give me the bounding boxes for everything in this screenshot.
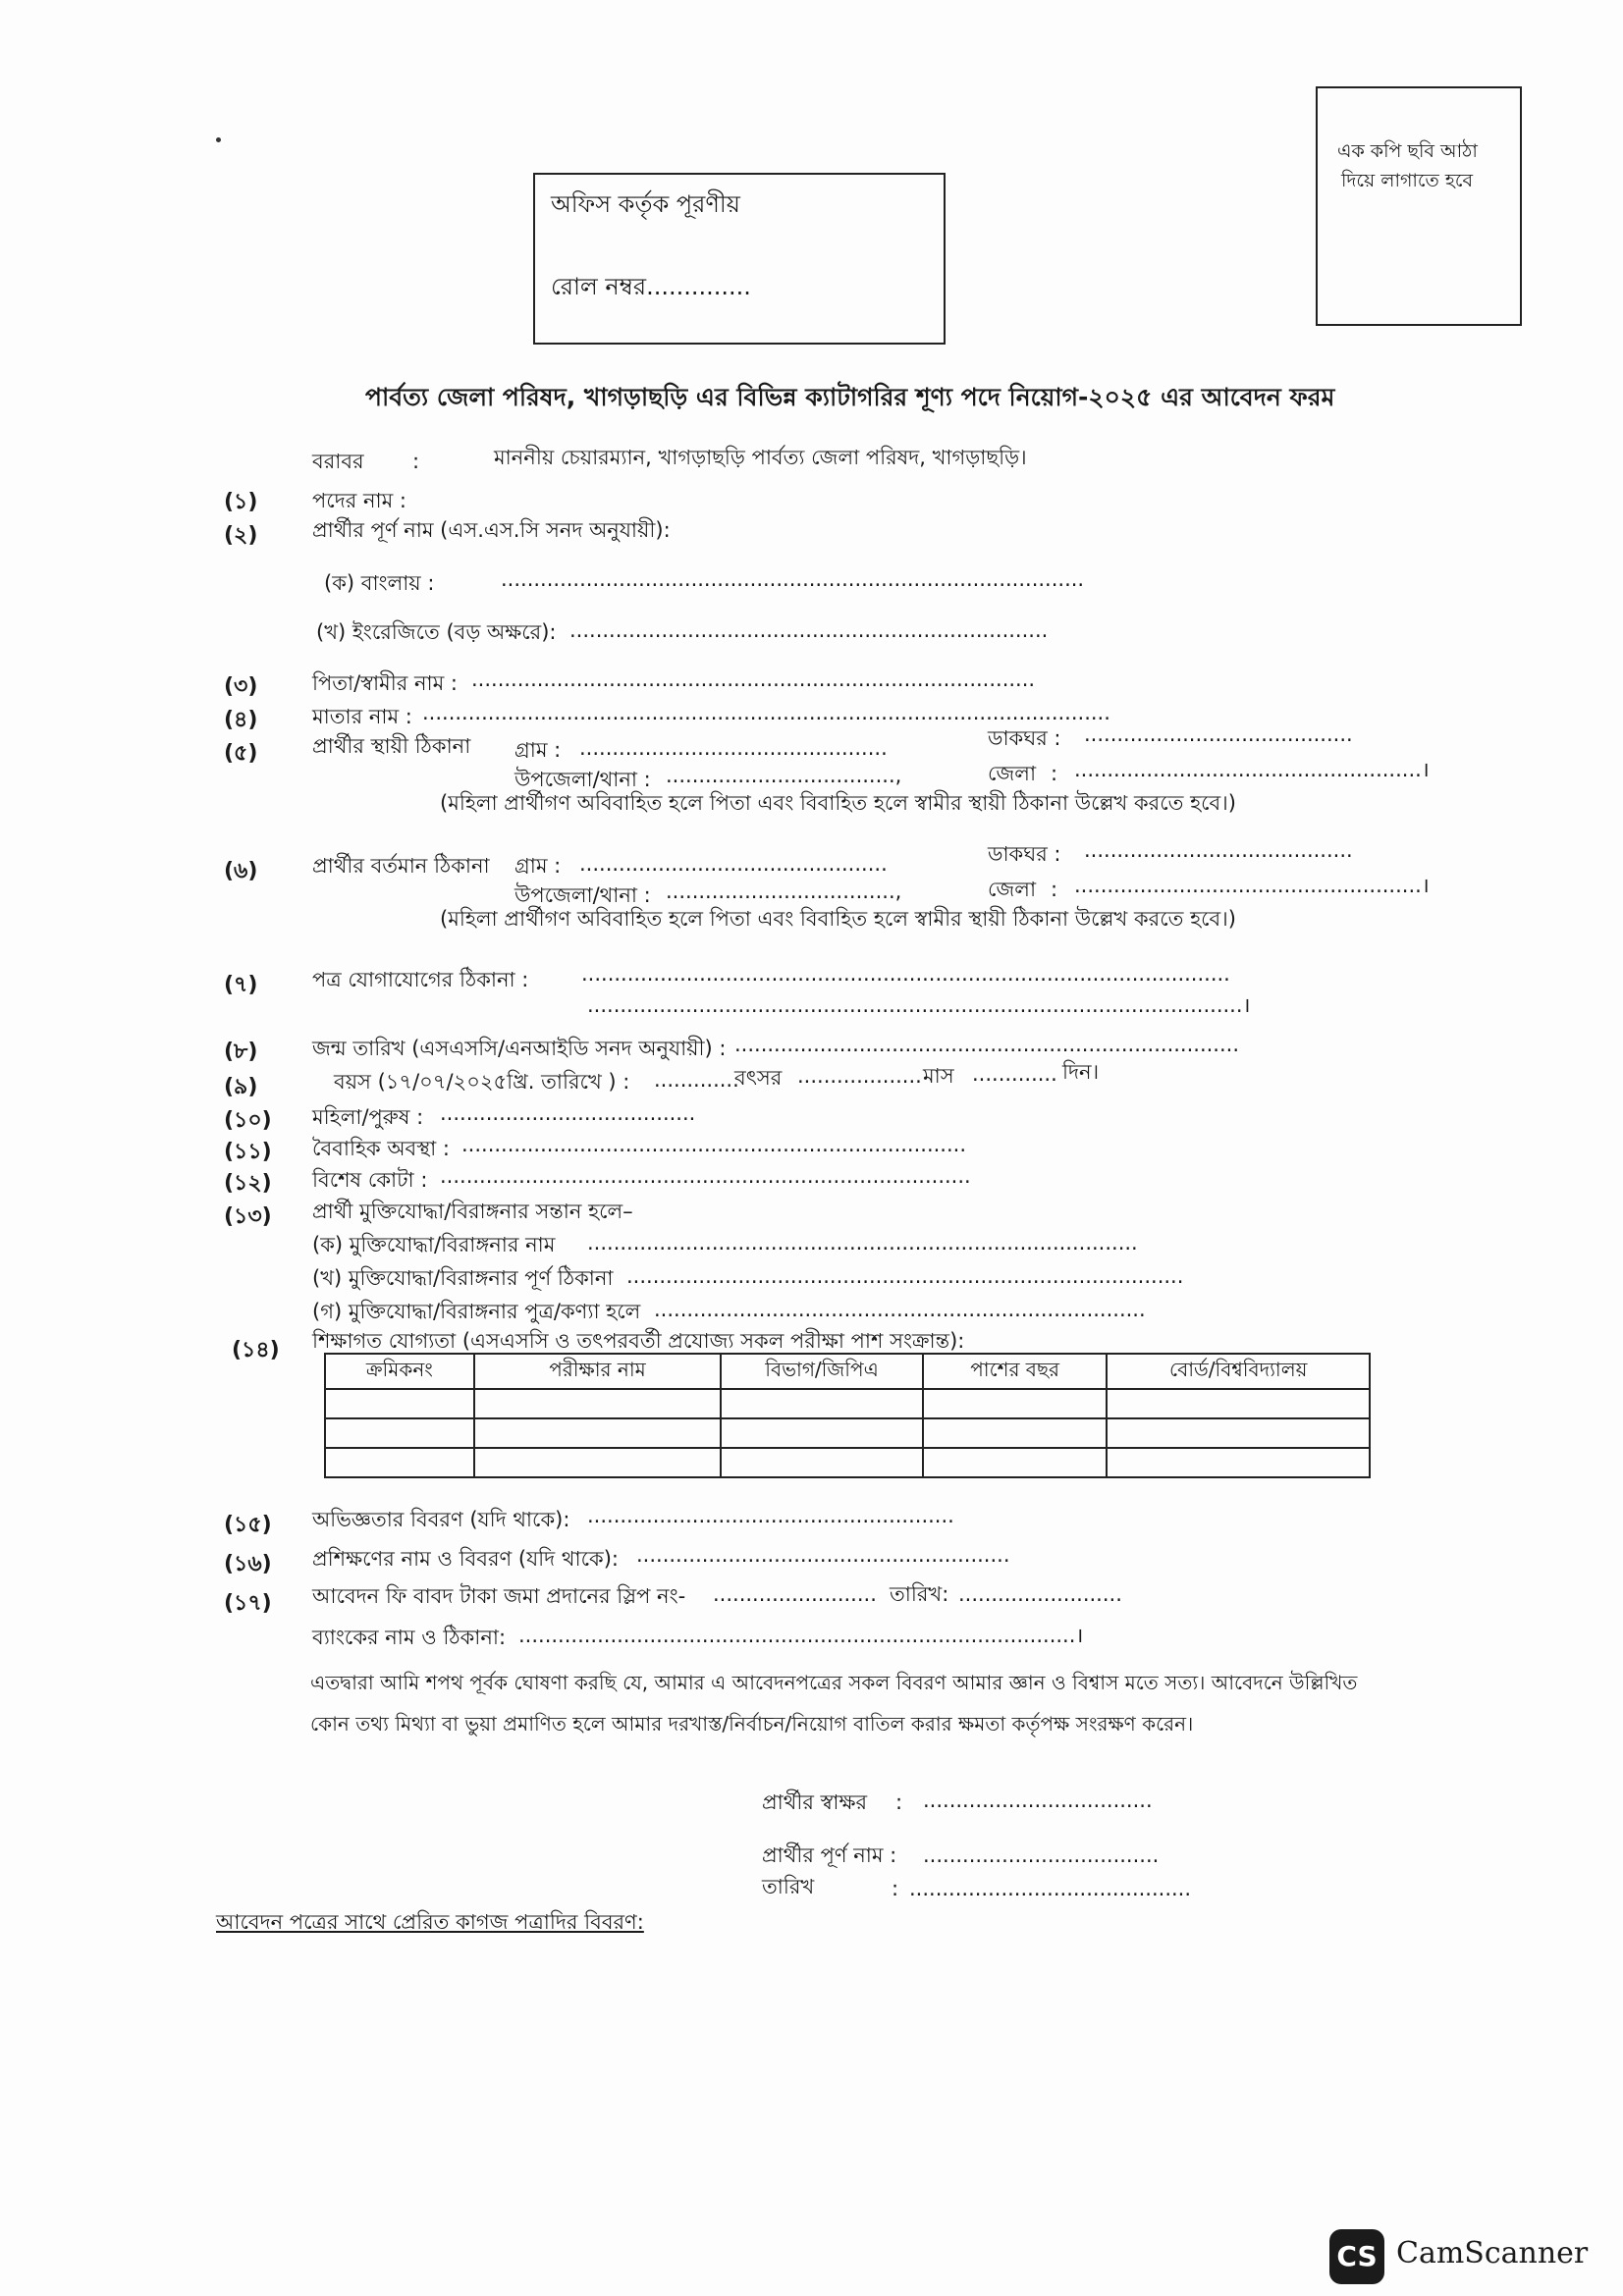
address-to-colon: : [412,450,420,473]
gender-label: মহিলা/পুরুষ : [312,1105,424,1129]
permanent-district-field[interactable]: .....................................................। [1074,758,1430,781]
freedom-fighter-name-field[interactable]: .................................................................................... [587,1231,1138,1255]
correspondence-address-field-1[interactable]: ................................................................................................... [581,962,1230,986]
declaration-line-1: এতদ্বারা আমি শপথ পূর্বক ঘোষণা করছি যে, আমার এ আবেদনপত্রের সকল বিবরণ আমার জ্ঞান ও বিশ্বাস মতে সত্য। আবেদনে উল্লিখিত [310,1671,1358,1694]
age-label: বয়স (১৭/০৭/২০২৫খ্রি. তারিখে ) : [334,1070,630,1094]
photo-box-line-1: এক কপি ছবি আঠা [1337,140,1478,162]
table-cell[interactable] [325,1418,474,1448]
applicant-fullname-label: প্রার্থীর পূর্ণ নাম : [762,1843,897,1867]
age-years-label: বৎসর [734,1066,783,1090]
passing-year-header: পাশের বছর [923,1354,1108,1389]
table-row [325,1389,1370,1418]
age-days-label: দিন। [1062,1060,1100,1084]
freedom-fighter-name-label: (ক) মুক্তিযোদ্ধা/বিরাঙ্গনার নাম [312,1233,556,1256]
applicant-signature-field[interactable]: ................................... [923,1789,1153,1812]
present-district-colon: : [1051,878,1058,901]
mother-name-label: মাতার নাম : [312,705,412,728]
paper-speck [216,137,221,142]
gender-field[interactable]: ....................................... [440,1101,696,1125]
special-quota-label: বিশেষ কোটা : [312,1168,428,1192]
photo-box [1316,86,1522,326]
fee-slip-field[interactable]: ......................... [713,1582,877,1606]
item-16-number: (১৬) [224,1552,272,1576]
table-cell[interactable] [474,1418,721,1448]
name-english-label: (খ) ইংরেজিতে (বড় অক্ষরে): [316,620,557,644]
table-cell[interactable] [721,1389,923,1418]
permanent-district-label: জেলা [988,762,1037,785]
table-cell[interactable] [923,1448,1108,1477]
name-bangla-label: (ক) বাংলায় : [324,571,435,595]
permanent-upazila-field[interactable]: ..................................., [666,764,902,787]
marital-status-label: বৈবাহিক অবস্থা : [312,1137,450,1160]
age-months-label: মাস [923,1064,954,1088]
present-address-note: (মহিলা প্রার্থীগণ অবিবাহিত হলে পিতা এবং বিবাহিত হলে স্বামীর স্থায়ী ঠিকানা উল্লেখ করতে হবে।) [440,907,1236,931]
camscanner-logo: CS [1329,2229,1384,2284]
declaration-line-2: কোন তথ্য মিথ্যা বা ভুয়া প্রমাণিত হলে আমার দরখাস্ত/নির্বাচন/নিয়োগ বাতিল করার ক্ষমতা কর্তৃপক্ষ সংরক্ষণ করেন। [310,1712,1194,1735]
division-gpa-header: বিভাগ/জিপিএ [721,1354,923,1389]
age-months-field[interactable]: ................... [797,1064,922,1088]
item-1-number: (১) [224,490,258,514]
age-years-field[interactable]: ............. [654,1068,739,1092]
table-cell[interactable] [474,1448,721,1477]
bank-field[interactable]: .....................................................................................। [518,1624,1084,1647]
signature-date-colon: : [892,1877,899,1900]
special-quota-field[interactable]: ................................................................................. [440,1164,971,1188]
education-table [324,1353,1371,1478]
correspondence-address-label: পত্র যোগাযোগের ঠিকানা : [312,968,529,991]
applicant-signature-label: প্রার্থীর স্বাক্ষর [762,1790,868,1814]
permanent-address-label: প্রার্থীর স্থায়ী ঠিকানা [312,734,471,758]
photo-box-line-2: দিয়ে লাগাতে হবে [1341,170,1474,191]
signature-date-label: তারিখ [762,1875,815,1898]
present-post-field[interactable]: ......................................... [1084,838,1353,862]
education-table-header-row [325,1354,1370,1389]
present-post-label: ডাকঘর : [988,842,1061,866]
table-row [325,1448,1370,1477]
present-address-label: প্রার্থীর বর্তমান ঠিকানা [312,854,490,878]
table-cell[interactable] [474,1389,721,1418]
permanent-post-label: ডাকঘর : [988,726,1061,750]
table-cell[interactable] [721,1418,923,1448]
experience-field[interactable]: ........................................................ [587,1504,954,1527]
present-upazila-field[interactable]: ..................................., [666,880,902,903]
father-name-field[interactable]: ...................................................................................... [471,667,1036,691]
freedom-fighter-address-label: (খ) মুক্তিযোদ্ধা/বিরাঙ্গনার পূর্ণ ঠিকানা [312,1266,614,1290]
permanent-address-note: (মহিলা প্রার্থীগণ অবিবাহিত হলে পিতা এবং বিবাহিত হলে স্বামীর স্থায়ী ঠিকানা উল্লেখ করতে হবে।) [440,791,1236,815]
enclosures-heading: আবেদন পত্রের সাথে প্রেরিত কাগজ পত্রাদির বিবরণ: [216,1910,644,1934]
name-bangla-field[interactable]: ......................................................................................... [501,567,1085,591]
present-district-field[interactable]: .....................................................। [1074,874,1430,897]
camscanner-text: CamScanner [1396,2236,1589,2270]
freedom-fighter-child-field[interactable]: ........................................................................... [654,1298,1146,1321]
item-11-number: (১১) [224,1140,272,1164]
training-label: প্রশিক্ষণের নাম ও বিবরণ (যদি থাকে): [312,1547,619,1571]
table-cell[interactable] [325,1389,474,1418]
item-10-number: (১০) [224,1108,272,1133]
name-english-field[interactable]: ......................................................................... [569,618,1049,642]
board-university-header: বোর্ড/বিশ্ববিদ্যালয় [1107,1354,1370,1389]
office-use-title: অফিস কর্তৃক পূরণীয় [551,190,740,218]
item-8-number: (৮) [224,1040,258,1064]
table-cell[interactable] [1107,1448,1370,1477]
signature-date-field[interactable]: ........................................... [909,1877,1192,1900]
exam-name-header: পরীক্ষার নাম [474,1354,721,1389]
marital-status-field[interactable]: ............................................................................. [461,1133,966,1156]
item-4-number: (৪) [224,708,258,732]
item-15-number: (১৫) [224,1513,272,1537]
item-3-number: (৩) [224,674,258,699]
permanent-post-field[interactable]: ......................................... [1084,722,1353,746]
applicant-signature-colon: : [895,1790,903,1814]
item-14-number: (১৪) [232,1338,280,1362]
father-name-label: পিতা/স্বামীর নাম : [312,671,458,695]
post-name-label: পদের নাম : [312,489,406,512]
item-17-number: (১৭) [224,1591,272,1616]
table-cell[interactable] [721,1448,923,1477]
present-upazila-label: উপজেলা/থানা : [514,883,651,907]
full-name-label: প্রার্থীর পূর্ণ নাম (এস.এস.সি সনদ অনুযায়ী): [312,518,671,542]
serial-no-header: ক্রমিকনং [325,1354,474,1389]
freedom-fighter-address-field[interactable]: ..................................................................................... [626,1264,1184,1288]
present-district-label: জেলা [988,878,1037,901]
table-cell[interactable] [1107,1418,1370,1448]
experience-label: অভিজ্ঞতার বিবরণ (যদি থাকে): [312,1508,570,1531]
item-12-number: (১২) [224,1171,272,1196]
table-cell[interactable] [923,1418,1108,1448]
fee-slip-label: আবেদন ফি বাবদ টাকা জমা প্রদানের স্লিপ নং- [312,1584,686,1608]
address-to-value: মাননীয় চেয়ারম্যান, খাগড়াছড়ি পার্বত্য জেলা পরিষদ, খাগড়াছড়ি। [494,446,1027,469]
bank-label: ব্যাংকের নাম ও ঠিকানা: [312,1626,507,1649]
fee-date-label: তারিখ: [890,1582,949,1606]
item-13-number: (১৩) [224,1204,272,1229]
education-label: শিক্ষাগত যোগ্যতা (এসএসসি ও তৎপরবর্তী প্রযোজ্য সকল পরীক্ষা পাশ সংক্রান্ত): [312,1329,965,1353]
item-6-number: (৬) [224,859,258,883]
present-village-label: গ্রাম : [514,854,562,878]
mother-name-field[interactable]: ......................................................................................................... [422,701,1110,724]
training-field[interactable]: ......................................................... [636,1543,1010,1567]
table-row [325,1418,1370,1448]
age-days-field[interactable]: ............. [972,1062,1057,1086]
form-title: পার্বত্য জেলা পরিষদ, খাগড়াছড়ি এর বিভিন্ন ক্যাটাগরির শূণ্য পদে নিয়োগ-২০২৫ এর আবেদন ফরম [365,383,1335,411]
office-use-box [533,173,946,345]
birth-date-label: জন্ম তারিখ (এসএসসি/এনআইডি সনদ অনুযায়ী) : [312,1037,727,1060]
permanent-district-colon: : [1051,762,1058,785]
item-7-number: (৭) [224,973,258,997]
birth-date-field[interactable]: ............................................................................. [734,1033,1239,1056]
roll-number-label: রোল নম্বর.............. [551,273,751,300]
freedom-fighter-heading: প্রার্থী মুক্তিযোদ্ধা/বিরাঙ্গনার সন্তান হলে– [312,1200,633,1223]
applicant-fullname-field[interactable]: .................................... [923,1843,1160,1867]
table-cell[interactable] [923,1389,1108,1418]
table-cell[interactable] [325,1448,474,1477]
freedom-fighter-child-label: (গ) মুক্তিযোদ্ধা/বিরাঙ্গনার পুত্র/কণ্যা হলে [312,1300,641,1323]
permanent-village-field[interactable]: ............................................... [579,736,888,760]
present-village-field[interactable]: ............................................... [579,852,888,876]
item-2-number: (২) [224,523,258,548]
permanent-village-label: গ্রাম : [514,738,562,762]
correspondence-address-field-2[interactable]: ....................................................................................................। [587,993,1251,1017]
permanent-upazila-label: উপজেলা/থানা : [514,768,651,791]
item-9-number: (৯) [224,1075,258,1099]
item-5-number: (৫) [224,741,258,766]
address-to-label: বরাবর [312,450,364,473]
table-cell[interactable] [1107,1389,1370,1418]
fee-date-field[interactable]: ......................... [958,1582,1122,1606]
